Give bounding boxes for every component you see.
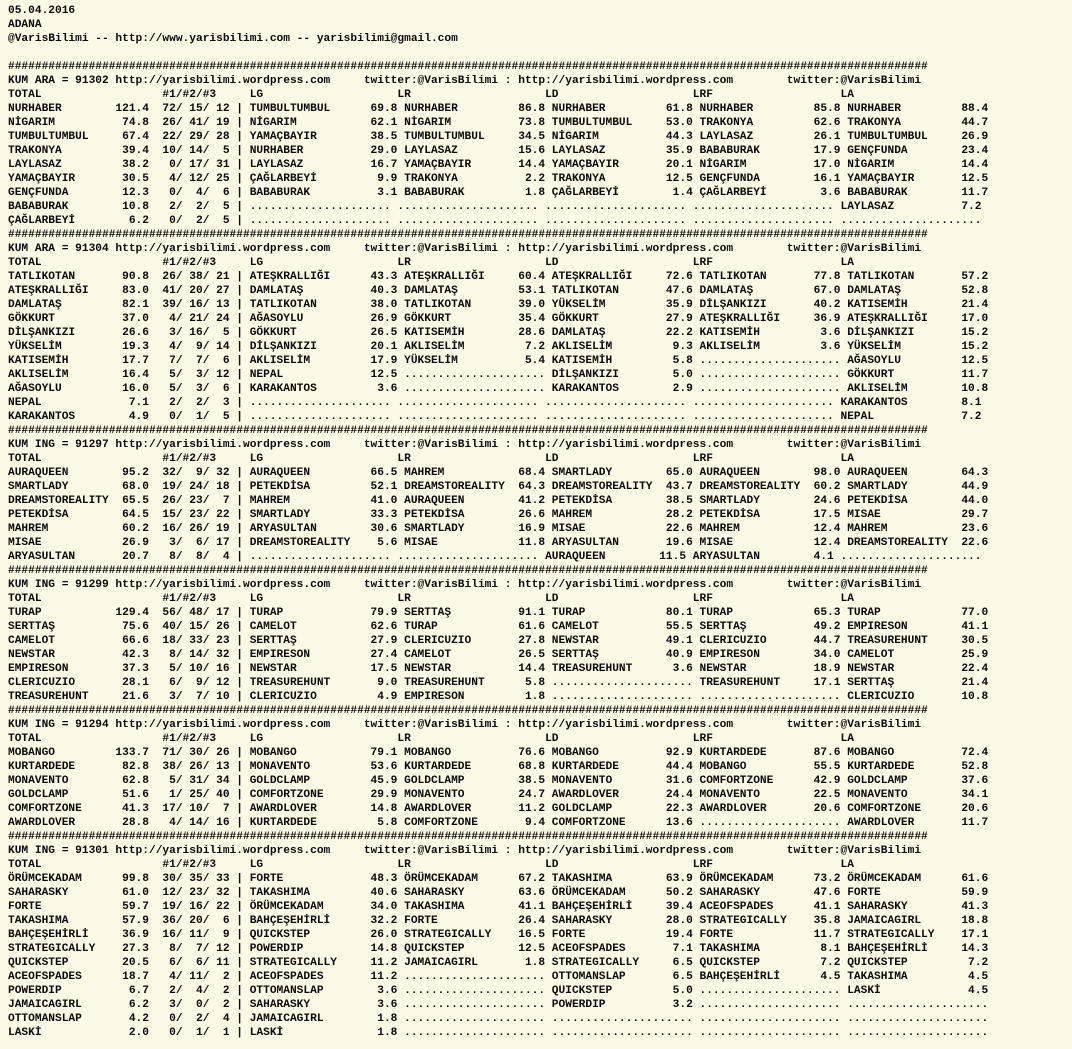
report-city: ADANA (8, 19, 42, 31)
race-header: KUM ARA = 91304 http://yarisbilimi.wordpress.com twitter:@VarisBilimi : http://yarisbilimi.wordpress.com twitter:@VarisBilimi (8, 243, 922, 255)
separator-line: ######################################################################################################################################### (8, 565, 928, 577)
result-row: LASKİ 2.0 0/ 1/ 1 | LASKİ 1.8 ..................... ..................... ..................... ..................... (8, 1027, 989, 1039)
result-row: STRATEGICALLY 27.3 8/ 7/ 12 | POWERDIP 14.8 QUICKSTEP 12.5 ACEOFSPADES 7.1 TAKASHIMA 8.1 BAHÇEŞEHİRLİ 14.3 (8, 943, 989, 955)
result-row: KARAKANTOS 4.9 0/ 1/ 5 | ..................... ..................... ..................... ..................... NEPAL 7.2 (8, 411, 982, 423)
separator-line: ######################################################################################################################################### (8, 61, 928, 73)
result-row: SAHARASKY 61.0 12/ 23/ 32 | TAKASHIMA 40.6 SAHARASKY 63.6 ÖRÜMCEKADAM 50.2 SAHARASKY 47.6 FORTE 59.9 (8, 887, 989, 899)
result-row: AWARDLOVER 28.8 4/ 14/ 16 | KURTARDEDE 5.8 COMFORTZONE 9.4 COMFORTZONE 13.6 ..................... AWARDLOVER 11.7 (8, 817, 989, 829)
separator-line: ######################################################################################################################################### (8, 425, 928, 437)
result-row: CAMELOT 66.6 18/ 33/ 23 | SERTTAŞ 27.9 CLERICUZIO 27.8 NEWSTAR 49.1 CLERICUZIO 44.7 TREASUREHUNT 30.5 (8, 635, 989, 647)
result-row: GOLDCLAMP 51.6 1/ 25/ 40 | COMFORTZONE 29.9 MONAVENTO 24.7 AWARDLOVER 24.4 MONAVENTO 22.5 MONAVENTO 34.1 (8, 789, 989, 801)
result-row: MONAVENTO 62.8 5/ 31/ 34 | GOLDCLAMP 45.9 GOLDCLAMP 38.5 MONAVENTO 31.6 COMFORTZONE 42.9 GOLDCLAMP 37.6 (8, 775, 989, 787)
result-row: TREASUREHUNT 21.6 3/ 7/ 10 | CLERICUZIO 4.9 EMPIRESON 1.8 ..................... ..................... CLERICUZIO 10.8 (8, 691, 989, 703)
result-row: GENÇFUNDA 12.3 0/ 4/ 6 | BABABURAK 3.1 BABABURAK 1.8 ÇAĞLARBEYİ 1.4 ÇAĞLARBEYİ 3.6 BABABURAK 11.7 (8, 187, 989, 199)
separator-line: ######################################################################################################################################### (8, 229, 928, 241)
result-row: COMFORTZONE 41.3 17/ 10/ 7 | AWARDLOVER 14.8 AWARDLOVER 11.2 GOLDCLAMP 22.3 AWARDLOVER 20.6 COMFORTZONE 20.6 (8, 803, 989, 815)
result-row: MAHREM 60.2 16/ 26/ 19 | ARYASULTAN 30.6 SMARTLADY 16.9 MISAE 22.6 MAHREM 12.4 MAHREM 23.6 (8, 523, 989, 535)
result-row: GÖKKURT 37.0 4/ 21/ 24 | AĞASOYLU 26.9 GÖKKURT 35.4 GÖKKURT 27.9 ATEŞKRALLIĞI 36.9 ATEŞKRALLIĞI 17.0 (8, 313, 989, 325)
result-row: CLERICUZIO 28.1 6/ 9/ 12 | TREASUREHUNT 9.0 TREASUREHUNT 5.8 ..................... TREASUREHUNT 17.1 SERTTAŞ 21.4 (8, 677, 989, 689)
result-row: MOBANGO 133.7 71/ 30/ 26 | MOBANGO 79.1 MOBANGO 76.6 MOBANGO 92.9 KURTARDEDE 87.6 MOBANGO 72.4 (8, 747, 989, 759)
result-row: PETEKDİSA 64.5 15/ 23/ 22 | SMARTLADY 33.3 PETEKDİSA 26.6 MAHREM 28.2 PETEKDİSA 17.5 MISAE 29.7 (8, 509, 989, 521)
race-header: KUM ING = 91294 http://yarisbilimi.wordpress.com twitter:@VarisBilimi : http://yarisbilimi.wordpress.com twitter:@VarisBilimi (8, 719, 922, 731)
result-row: ACEOFSPADES 18.7 4/ 11/ 2 | ACEOFSPADES 11.2 ..................... OTTOMANSLAP 6.5 BAHÇEŞEHİRLİ 4.5 TAKASHIMA 4.5 (8, 971, 989, 983)
column-header: TOTAL #1/#2/#3 LG LR LD LRF LA (8, 733, 854, 745)
result-row: TATLIKOTAN 90.8 26/ 38/ 21 | ATEŞKRALLIĞI 43.3 ATEŞKRALLIĞI 60.4 ATEŞKRALLIĞI 72.6 TATLIKOTAN 77.8 TATLIKOTAN 57.2 (8, 271, 989, 283)
result-row: NEWSTAR 42.3 8/ 14/ 32 | EMPIRESON 27.4 CAMELOT 26.5 SERTTAŞ 40.9 EMPIRESON 34.0 CAMELOT 25.9 (8, 649, 989, 661)
column-header: TOTAL #1/#2/#3 LG LR LD LRF LA (8, 257, 854, 269)
result-row: BAHÇEŞEHİRLİ 36.9 16/ 11/ 9 | QUICKSTEP 26.0 STRATEGICALLY 16.5 FORTE 19.4 FORTE 11.7 STRATEGICALLY 17.1 (8, 929, 989, 941)
result-row: ÖRÜMCEKADAM 99.8 30/ 35/ 33 | FORTE 48.3 ÖRÜMCEKADAM 67.2 TAKASHIMA 63.9 ÖRÜMCEKADAM 73.2 ÖRÜMCEKADAM 61.6 (8, 873, 989, 885)
result-row: YÜKSELİM 19.3 4/ 9/ 14 | DİLŞANKIZI 20.1 AKLISELİM 7.2 AKLISELİM 9.3 AKLISELİM 3.6 YÜKSELİM 15.2 (8, 341, 989, 353)
result-row: SMARTLADY 68.0 19/ 24/ 18 | PETEKDİSA 52.1 DREAMSTOREALITY 64.3 DREAMSTOREALITY 43.7 DREAMSTOREALITY 60.2 SMARTLADY 44.9 (8, 481, 989, 493)
separator-line: ######################################################################################################################################### (8, 705, 928, 717)
result-row: NURHABER 121.4 72/ 15/ 12 | TUMBULTUMBUL 69.8 NURHABER 86.8 NURHABER 61.8 NURHABER 85.8 NURHABER 88.4 (8, 103, 989, 115)
result-row: DİLŞANKIZI 26.6 3/ 16/ 5 | GÖKKURT 26.5 KATISEMİH 28.6 DAMLATAŞ 22.2 KATISEMİH 3.6 DİLŞANKIZI 15.2 (8, 327, 989, 339)
result-row: YAMAÇBAYIR 30.5 4/ 12/ 25 | ÇAĞLARBEYİ 9.9 TRAKONYA 2.2 TRAKONYA 12.5 GENÇFUNDA 16.1 YAMAÇBAYIR 12.5 (8, 173, 989, 185)
result-row: MISAE 26.9 3/ 6/ 17 | DREAMSTOREALITY 5.6 MISAE 11.8 ARYASULTAN 19.6 MISAE 12.4 DREAMSTOREALITY 22.6 (8, 537, 989, 549)
blank-line (8, 46, 1072, 60)
race-header: KUM ING = 91299 http://yarisbilimi.wordpress.com twitter:@VarisBilimi : http://yarisbilimi.wordpress.com twitter:@VarisBilimi (8, 579, 922, 591)
result-row: BABABURAK 10.8 2/ 2/ 5 | ..................... ..................... ..................... ..................... LAYLASAZ 7.2 (8, 201, 982, 213)
result-row: LAYLASAZ 38.2 0/ 17/ 31 | LAYLASAZ 16.7 YAMAÇBAYIR 14.4 YAMAÇBAYIR 20.1 NİGARIM 17.0 NİGARIM 14.4 (8, 159, 989, 171)
result-row: TURAP 129.4 56/ 48/ 17 | TURAP 79.9 SERTTAŞ 91.1 TURAP 80.1 TURAP 65.3 TURAP 77.0 (8, 607, 989, 619)
result-row: FORTE 59.7 19/ 16/ 22 | ÖRÜMCEKADAM 34.0 TAKASHIMA 41.1 BAHÇEŞEHİRLİ 39.4 ACEOFSPADES 41.1 SAHARASKY 41.3 (8, 901, 989, 913)
result-row: ÇAĞLARBEYİ 6.2 0/ 2/ 5 | ..................... ..................... ..................... ..................... ..................... (8, 215, 982, 227)
result-row: AURAQUEEN 95.2 32/ 9/ 32 | AURAQUEEN 66.5 MAHREM 68.4 SMARTLADY 65.0 AURAQUEEN 98.0 AURAQUEEN 64.3 (8, 467, 989, 479)
race-header: KUM ING = 91301 http://yarisbilimi.wordpress.com twitter:@VarisBilimi : http://yarisbilimi.wordpress.com twitter:@VarisBilimi (8, 845, 922, 857)
column-header: TOTAL #1/#2/#3 LG LR LD LRF LA (8, 859, 854, 871)
column-header: TOTAL #1/#2/#3 LG LR LD LRF LA (8, 593, 854, 605)
report-contact: @VarisBilimi -- http://www.yarisbilimi.com -- yarisbilimi@gmail.com (8, 33, 458, 45)
result-row: TAKASHIMA 57.9 36/ 20/ 6 | BAHÇEŞEHİRLİ 32.2 FORTE 26.4 SAHARASKY 28.0 STRATEGICALLY 35.8 JAMAICAGIRL 18.8 (8, 915, 989, 927)
result-row: SERTTAŞ 75.6 40/ 15/ 26 | CAMELOT 62.6 TURAP 61.6 CAMELOT 55.5 SERTTAŞ 49.2 EMPIRESON 41.1 (8, 621, 989, 633)
result-row: AKLISELİM 16.4 5/ 3/ 12 | NEPAL 12.5 ..................... DİLŞANKIZI 5.0 ..................... GÖKKURT 11.7 (8, 369, 989, 381)
race-header: KUM ARA = 91302 http://yarisbilimi.wordpress.com twitter:@VarisBilimi : http://yarisbilimi.wordpress.com twitter:@VarisBilimi (8, 75, 922, 87)
result-row: DAMLATAŞ 82.1 39/ 16/ 13 | TATLIKOTAN 38.0 TATLIKOTAN 39.0 YÜKSELİM 35.9 DİLŞANKIZI 40.2 KATISEMİH 21.4 (8, 299, 989, 311)
result-row: OTTOMANSLAP 4.2 0/ 2/ 4 | JAMAICAGIRL 1.8 ..................... ..................... ..................... ..................... (8, 1013, 989, 1025)
column-header: TOTAL #1/#2/#3 LG LR LD LRF LA (8, 89, 854, 101)
result-row: ATEŞKRALLIĞI 83.0 41/ 20/ 27 | DAMLATAŞ 40.3 DAMLATAŞ 53.1 TATLIKOTAN 47.6 DAMLATAŞ 67.0 DAMLATAŞ 52.8 (8, 285, 989, 297)
result-row: KURTARDEDE 82.8 38/ 26/ 13 | MONAVENTO 53.6 KURTARDEDE 68.8 KURTARDEDE 44.4 MOBANGO 55.5 KURTARDEDE 52.8 (8, 761, 989, 773)
result-row: TUMBULTUMBUL 67.4 22/ 29/ 28 | YAMAÇBAYIR 38.5 TUMBULTUMBUL 34.5 NİGARIM 44.3 LAYLASAZ 26.1 TUMBULTUMBUL 26.9 (8, 131, 989, 143)
result-row: NEPAL 7.1 2/ 2/ 3 | ..................... ..................... ..................... ..................... KARAKANTOS 8.1 (8, 397, 982, 409)
result-row: DREAMSTOREALITY 65.5 26/ 23/ 7 | MAHREM 41.0 AURAQUEEN 41.2 PETEKDİSA 38.5 SMARTLADY 24.6 PETEKDİSA 44.0 (8, 495, 989, 507)
result-row: ARYASULTAN 20.7 8/ 8/ 4 | ..................... ..................... AURAQUEEN 11.5 ARYASULTAN 4.1 ..................... (8, 551, 982, 563)
race-header: KUM ING = 91297 http://yarisbilimi.wordpress.com twitter:@VarisBilimi : http://yarisbilimi.wordpress.com twitter:@VarisBilimi (8, 439, 922, 451)
result-row: JAMAICAGIRL 6.2 3/ 0/ 2 | SAHARASKY 3.6 ..................... POWERDIP 3.2 ..................... ..................... (8, 999, 989, 1011)
result-row: KATISEMİH 17.7 7/ 7/ 6 | AKLISELİM 17.9 YÜKSELİM 5.4 KATISEMİH 5.8 ..................... AĞASOYLU 12.5 (8, 355, 989, 367)
result-row: EMPIRESON 37.3 5/ 10/ 16 | NEWSTAR 17.5 NEWSTAR 14.4 TREASUREHUNT 3.6 NEWSTAR 18.9 NEWSTAR 22.4 (8, 663, 989, 675)
report-date: 05.04.2016 (8, 5, 76, 17)
separator-line: ######################################################################################################################################### (8, 831, 928, 843)
result-row: AĞASOYLU 16.0 5/ 3/ 6 | KARAKANTOS 3.6 ..................... KARAKANTOS 2.9 ..................... AKLISELİM 10.8 (8, 383, 989, 395)
report-lines (8, 60, 1072, 1040)
result-row: NİGARIM 74.8 26/ 41/ 19 | NİGARIM 62.1 NİGARIM 73.8 TUMBULTUMBUL 53.0 TRAKONYA 62.6 TRAKONYA 44.7 (8, 117, 989, 129)
result-row: QUICKSTEP 20.5 6/ 6/ 11 | STRATEGICALLY 11.2 JAMAICAGIRL 1.8 STRATEGICALLY 6.5 QUICKSTEP 7.2 QUICKSTEP 7.2 (8, 957, 989, 969)
result-row: TRAKONYA 39.4 10/ 14/ 5 | NURHABER 29.0 LAYLASAZ 15.6 LAYLASAZ 35.9 BABABURAK 17.9 GENÇFUNDA 23.4 (8, 145, 989, 157)
result-row: POWERDIP 6.7 2/ 4/ 2 | OTTOMANSLAP 3.6 ..................... QUICKSTEP 5.0 ..................... LASKİ 4.5 (8, 985, 989, 997)
column-header: TOTAL #1/#2/#3 LG LR LD LRF LA (8, 453, 854, 465)
